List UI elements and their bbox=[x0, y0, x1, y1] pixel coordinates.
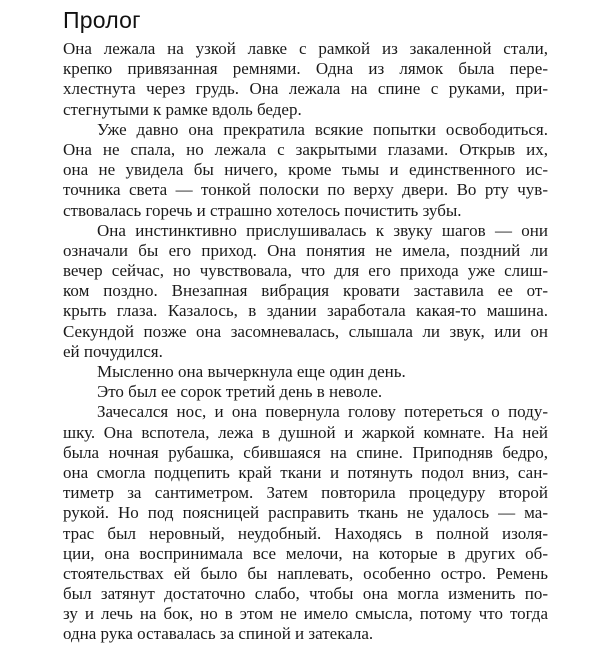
text-line: стоятельствах ей было бы наплевать, особенно остро. Ремень bbox=[63, 563, 548, 583]
text-line: ей почудился. bbox=[63, 341, 163, 361]
text-line: одна рука оставалась за спиной и затекала. bbox=[63, 624, 374, 644]
text-line: стегнутыми к рамке вдоль бедер. bbox=[63, 99, 302, 119]
text-line: зу и лечь на бок, но в этом не имело смысла, потому что тогда bbox=[63, 604, 548, 624]
text-line: ком поздно. Внезапная вибрация кровати заставила ее от- bbox=[63, 281, 548, 301]
text-line: шку. Она вспотела, лежа в душной и жаркой комнате. На ней bbox=[63, 422, 548, 442]
text-line: крыть глаза. Казалось, в здании заработала какая-то машина. bbox=[63, 301, 548, 321]
text-line: ствовалась горечь и страшно хотелось почистить зубы. bbox=[63, 200, 462, 220]
text-line: была ночная рубашка, сбившаяся на спине. Приподняв бедро, bbox=[63, 442, 548, 462]
text-line: Уже давно она прекратила всякие попытки освободиться. bbox=[97, 119, 548, 139]
text-line: ции, она воспринимала все мелочи, на которые в других об- bbox=[63, 543, 548, 563]
paragraph-3 bbox=[63, 221, 548, 362]
text-line: вечер сейчас, но чувствовала, что для его прихода уже слиш- bbox=[63, 261, 548, 281]
paragraph-4 bbox=[63, 362, 548, 382]
text-line: точника света — тонкой полоски по верху двери. Во рту чув- bbox=[63, 180, 548, 200]
text-line: Она инстинктивно прислушивалась к звуку шагов — они bbox=[97, 220, 548, 240]
paragraph-5 bbox=[63, 382, 548, 402]
text-line: означали бы его приход. Она понятия не имела, поздний ли bbox=[63, 240, 548, 260]
text-line: Зачесался нос, и она повернула голову потереться о поду- bbox=[97, 402, 548, 422]
text-line: тиметр за сантиметром. Затем повторила процедуру второй bbox=[63, 483, 548, 503]
text-line: рукой. Но под поясницей расправить ткань не удалось — ма- bbox=[63, 503, 548, 523]
text-line: Мысленно она вычеркнула еще один день. bbox=[97, 362, 406, 381]
body-text bbox=[63, 39, 548, 645]
text-line: был затянут достаточно слабо, чтобы она могла изменить по- bbox=[63, 584, 548, 604]
text-line: Она лежала на узкой лавке с рамкой из закаленной стали, bbox=[63, 39, 548, 58]
text-line: Секундой позже она засомневалась, слышала ли звук, или он bbox=[63, 321, 548, 341]
text-line: трас был неровный, неудобный. Находясь в полной изоля- bbox=[63, 523, 548, 543]
text-line: крепко привязанная ремнями. Одна из лямок была пере- bbox=[63, 59, 548, 79]
text-line: она смогла подцепить край ткани и потянуть подол вниз, сан- bbox=[63, 462, 548, 482]
text-line: Это был ее сорок третий день в неволе. bbox=[97, 382, 383, 402]
chapter-title: Пролог bbox=[63, 7, 141, 33]
paragraph-6 bbox=[63, 402, 548, 644]
text-line: хлестнута через грудь. Она лежала на спине с руками, при- bbox=[63, 79, 548, 99]
text-line: Она не спала, но лежала с закрытыми глазами. Открыв их, bbox=[63, 139, 548, 159]
paragraph-1 bbox=[63, 39, 548, 120]
paragraph-2 bbox=[63, 120, 548, 221]
text-line: она не увидела бы ничего, кроме тьмы и единственного ис- bbox=[63, 160, 548, 180]
